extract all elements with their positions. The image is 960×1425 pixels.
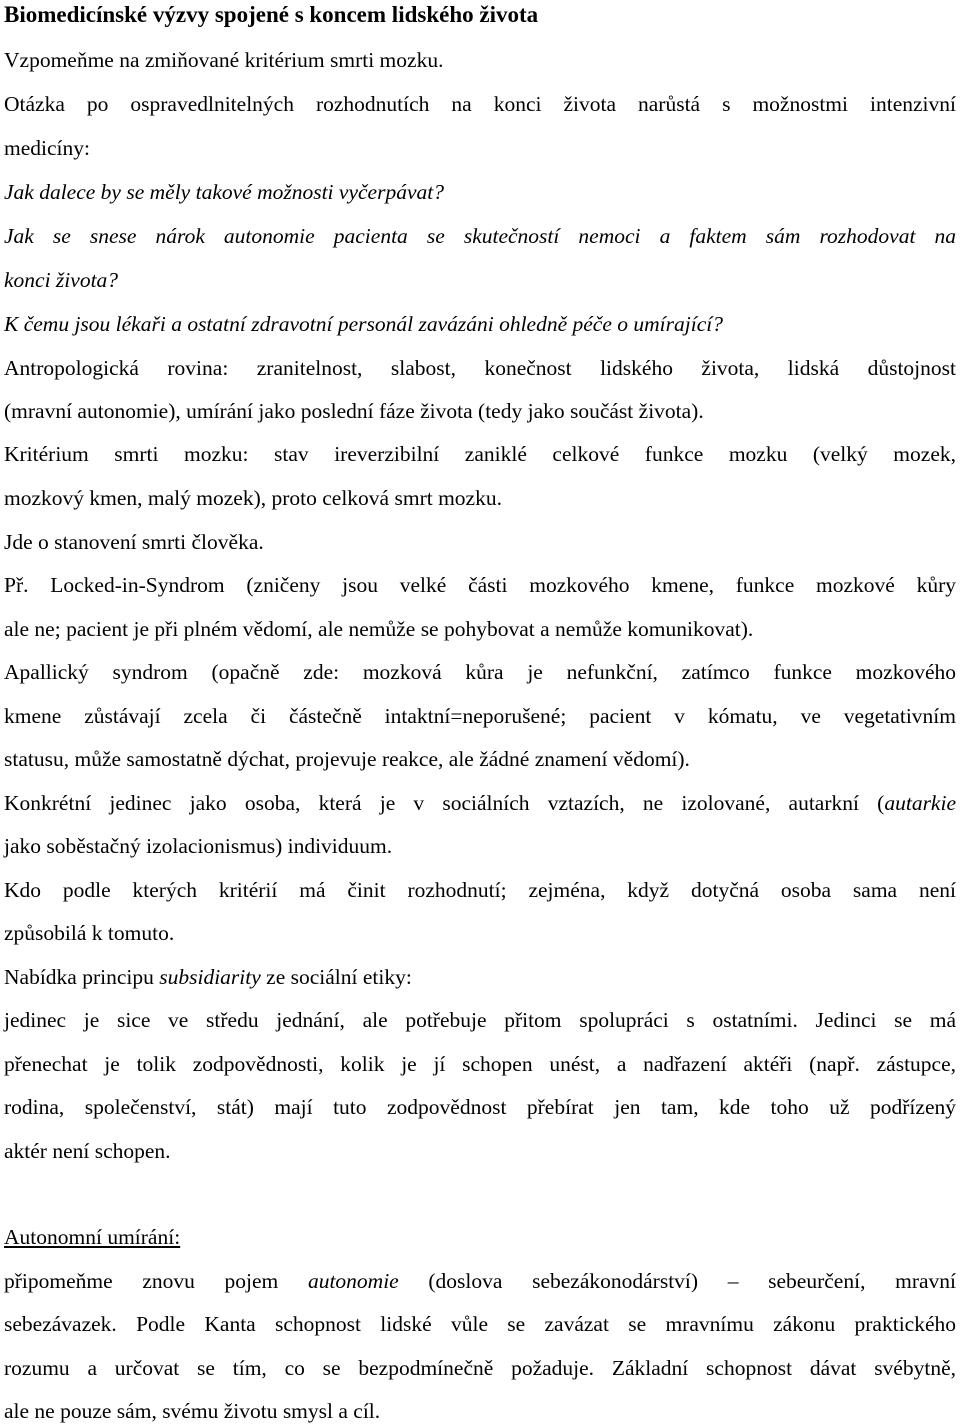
section-heading: Autonomní umírání: (4, 1225, 181, 1249)
text-line: Apallický syndrom (opačně zde: mozková kůra je nefunkční, zatímco funkce mozkového (4, 660, 956, 684)
text-line: Otázka po ospravedlnitelných rozhodnutích na konci života narůstá s možnostmi intenzivní (4, 92, 956, 116)
text-line: rodina, společenství, stát) mají tuto zodpovědnost přebírat jen tam, kde toho už podřízený (4, 1095, 956, 1119)
text-line: Př. Locked-in-Syndrom (zničeny jsou velké části mozkového kmene, funkce mozkové kůry (4, 573, 956, 597)
emphasis-subsidiarity: subsidiarity (159, 965, 261, 989)
text-line: Jde o stanovení smrti člověka. (4, 530, 264, 554)
text-line: sebezávazek. Podle Kanta schopnost lidské vůle se zavázat se mravnímu zákonu praktického (4, 1312, 956, 1336)
text-line: kmene zůstávají zcela či částečně intaktní=neporušené; pacient v kómatu, ve vegetativním (4, 704, 956, 728)
text-line: medicíny: (4, 136, 90, 160)
text-line: Kritérium smrti mozku: stav ireverzibilní zaniklé celkové funkce mozku (velký mozek, (4, 442, 956, 466)
text-line: Antropologická rovina: zranitelnost, slabost, konečnost lidského života, lidská důstojnost (4, 356, 956, 380)
text-line: ale ne; pacient je při plném vědomí, ale nemůže se pohybovat a nemůže komunikovat). (4, 617, 754, 641)
text-line: mozkový kmen, malý mozek), proto celková smrt mozku. (4, 486, 502, 510)
text-line: způsobilá k tomuto. (4, 921, 175, 945)
text-line: aktér není schopen. (4, 1139, 171, 1163)
text-line: jedinec je sice ve středu jednání, ale potřebuje přitom spolupráci s ostatními. Jedinci se má (4, 1008, 956, 1032)
text-line: statusu, může samostatně dýchat, projevuje reakce, ale žádné znamení vědomí). (4, 747, 690, 771)
text-line: Konkrétní jedinec jako osoba, která je v sociálních vztazích, ne izolované, autarkní (autarkie (4, 791, 956, 815)
question-line: konci života? (4, 268, 119, 292)
emphasis-autonomie: autonomie (307, 1269, 399, 1293)
text-line: Vzpomeňme na zmiňované kritérium smrti mozku. (4, 48, 444, 72)
text-line: Kdo podle kterých kritérií má činit rozhodnutí; zejména, když dotyčná osoba sama není (4, 878, 956, 902)
text-line: Nabídka principu subsidiarity ze sociální etiky: (4, 965, 412, 989)
text-line: ale ne pouze sám, svému životu smysl a cíl. (4, 1399, 381, 1423)
text-line: jako soběstačný izolacionismus) individuum. (4, 834, 393, 858)
question-line: K čemu jsou lékaři a ostatní zdravotní personál zavázáni ohledně péče o umírající? (4, 312, 723, 336)
emphasis-autarkie: autarkie (884, 791, 956, 815)
text-line: připomeňme znovu pojem autonomie (doslova sebezákonodárství) – sebeurčení, mravní (4, 1269, 957, 1293)
text-line: (mravní autonomie), umírání jako poslední fáze života (tedy jako součást života). (4, 399, 704, 423)
text-line: rozumu a určovat se tím, co se bezpodmínečně požaduje. Základní schopnost dávat svébytně, (4, 1356, 956, 1380)
question-line: Jak se snese nárok autonomie pacienta se skutečností nemoci a faktem sám rozhodovat na (4, 224, 956, 248)
text-line: přenechat je tolik zodpovědnosti, kolik je jí schopen unést, a nadřazení aktéři (např. zástupce, (4, 1052, 956, 1076)
question-line: Jak dalece by se měly takové možnosti vyčerpávat? (4, 180, 444, 204)
document-title: Biomedicínské výzvy spojené s koncem lidského života (4, 2, 539, 27)
